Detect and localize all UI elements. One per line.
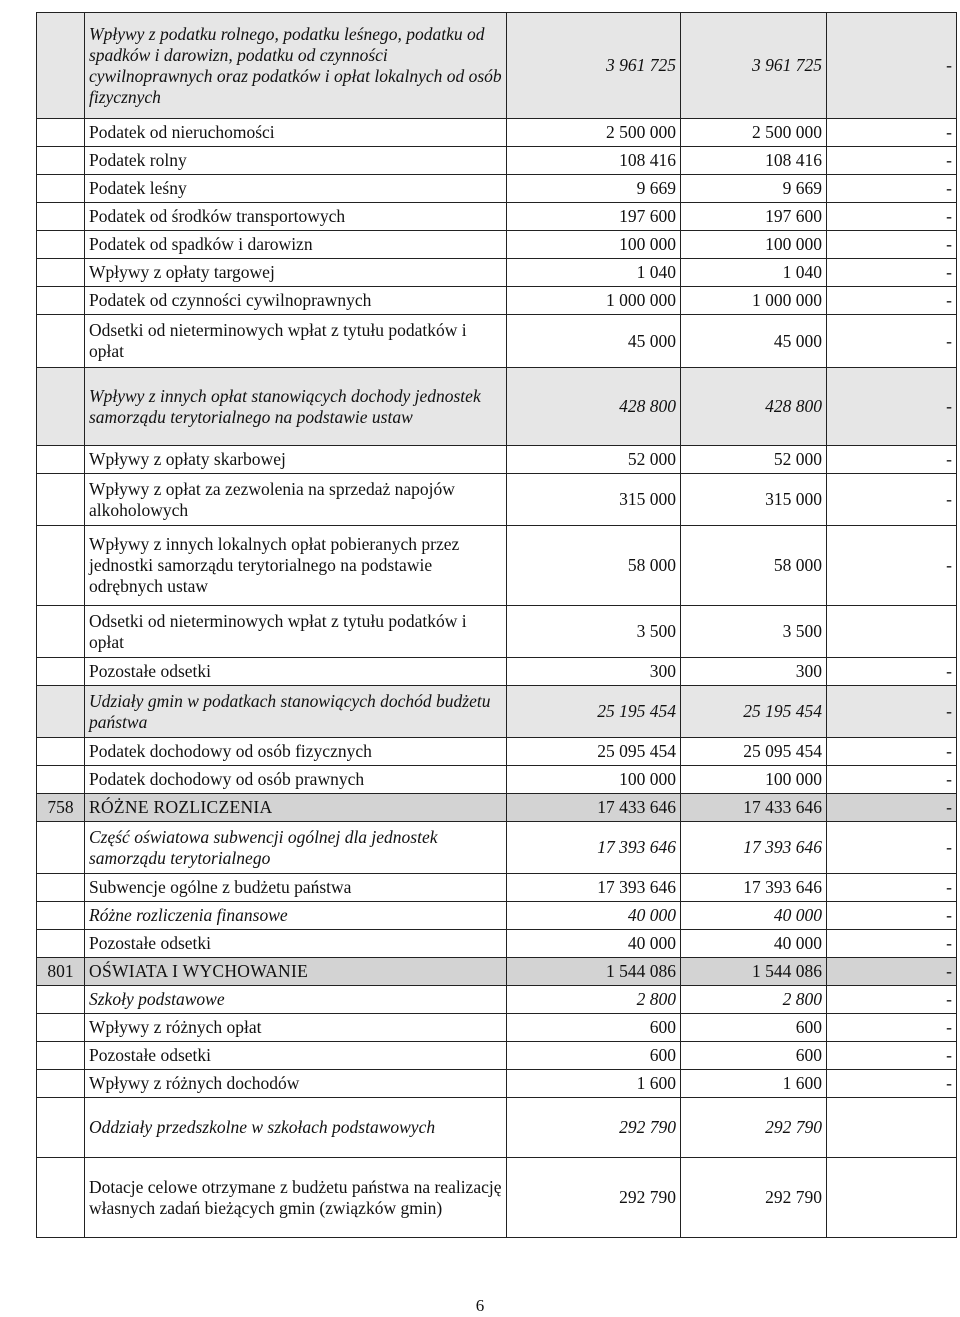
department-row bbox=[37, 958, 957, 986]
row-change-value: - bbox=[827, 874, 957, 902]
row-code bbox=[37, 738, 85, 766]
table-row bbox=[37, 986, 957, 1014]
row-plan-value: 45 000 bbox=[507, 315, 681, 368]
row-plan-value: 17 433 646 bbox=[507, 794, 681, 822]
row-change-value: - bbox=[827, 958, 957, 986]
row-code bbox=[37, 474, 85, 526]
row-plan-value: 315 000 bbox=[507, 474, 681, 526]
row-code bbox=[37, 986, 85, 1014]
row-plan-value: 3 961 725 bbox=[507, 13, 681, 119]
table-row bbox=[37, 822, 957, 874]
row-name: Podatek dochodowy od osób fizycznych bbox=[85, 738, 507, 766]
row-code bbox=[37, 658, 85, 686]
row-plan-value: 600 bbox=[507, 1042, 681, 1070]
row-code bbox=[37, 1158, 85, 1238]
table-row bbox=[37, 606, 957, 658]
row-code: 758 bbox=[37, 794, 85, 822]
row-change-value: - bbox=[827, 259, 957, 287]
table-row bbox=[37, 526, 957, 606]
row-name: Odsetki od nieterminowych wpłat z tytułu podatków i opłat bbox=[85, 606, 507, 658]
row-code: 801 bbox=[37, 958, 85, 986]
table-row bbox=[37, 686, 957, 738]
row-name: Wpływy z różnych dochodów bbox=[85, 1070, 507, 1098]
table-row bbox=[37, 1098, 957, 1158]
row-after-change-value: 40 000 bbox=[681, 930, 827, 958]
row-change-value: - bbox=[827, 287, 957, 315]
row-name: Część oświatowa subwencji ogólnej dla jednostek samorządu terytorialnego bbox=[85, 822, 507, 874]
row-plan-value: 9 669 bbox=[507, 175, 681, 203]
row-change-value: - bbox=[827, 766, 957, 794]
row-code bbox=[37, 1098, 85, 1158]
row-after-change-value: 25 095 454 bbox=[681, 738, 827, 766]
row-plan-value: 100 000 bbox=[507, 231, 681, 259]
row-name: Oddziały przedszkolne w szkołach podstawowych bbox=[85, 1098, 507, 1158]
row-name: Wpływy z innych opłat stanowiących dochody jednostek samorządu terytorialnego na podstawie ustaw bbox=[85, 368, 507, 446]
row-name: Wpływy z podatku rolnego, podatku leśnego, podatku od spadków i darowizn, podatku od czynności cywilnoprawnych oraz podatków i opłat lokalnych od osób fizycznych bbox=[85, 13, 507, 119]
row-change-value: - bbox=[827, 686, 957, 738]
row-name: Wpływy z opłat za zezwolenia na sprzedaż napojów alkoholowych bbox=[85, 474, 507, 526]
row-plan-value: 100 000 bbox=[507, 766, 681, 794]
row-name: Szkoły podstawowe bbox=[85, 986, 507, 1014]
row-change-value: - bbox=[827, 474, 957, 526]
row-after-change-value: 52 000 bbox=[681, 446, 827, 474]
row-plan-value: 2 800 bbox=[507, 986, 681, 1014]
row-code bbox=[37, 1014, 85, 1042]
table-row bbox=[37, 119, 957, 147]
row-after-change-value: 292 790 bbox=[681, 1098, 827, 1158]
row-after-change-value: 2 500 000 bbox=[681, 119, 827, 147]
row-code bbox=[37, 874, 85, 902]
row-name: Wpływy z różnych opłat bbox=[85, 1014, 507, 1042]
table-row bbox=[37, 1070, 957, 1098]
row-code bbox=[37, 1070, 85, 1098]
row-after-change-value: 9 669 bbox=[681, 175, 827, 203]
row-code bbox=[37, 315, 85, 368]
row-after-change-value: 600 bbox=[681, 1014, 827, 1042]
row-change-value: - bbox=[827, 203, 957, 231]
table-row bbox=[37, 474, 957, 526]
row-name: Subwencje ogólne z budżetu państwa bbox=[85, 874, 507, 902]
row-after-change-value: 1 040 bbox=[681, 259, 827, 287]
row-plan-value: 25 095 454 bbox=[507, 738, 681, 766]
row-name: Pozostałe odsetki bbox=[85, 658, 507, 686]
row-change-value: - bbox=[827, 658, 957, 686]
row-after-change-value: 428 800 bbox=[681, 368, 827, 446]
table-row bbox=[37, 446, 957, 474]
row-after-change-value: 58 000 bbox=[681, 526, 827, 606]
table-row bbox=[37, 1042, 957, 1070]
row-name: RÓŻNE ROZLICZENIA bbox=[85, 794, 507, 822]
table-row bbox=[37, 147, 957, 175]
row-plan-value: 58 000 bbox=[507, 526, 681, 606]
row-plan-value: 40 000 bbox=[507, 930, 681, 958]
row-change-value: - bbox=[827, 1042, 957, 1070]
row-plan-value: 108 416 bbox=[507, 147, 681, 175]
row-change-value: - bbox=[827, 930, 957, 958]
row-name: Podatek od czynności cywilnoprawnych bbox=[85, 287, 507, 315]
row-name: Podatek od środków transportowych bbox=[85, 203, 507, 231]
row-code bbox=[37, 902, 85, 930]
table-row bbox=[37, 1014, 957, 1042]
row-change-value bbox=[827, 1098, 957, 1158]
row-code bbox=[37, 175, 85, 203]
row-name: Wpływy z opłaty targowej bbox=[85, 259, 507, 287]
row-name: Podatek leśny bbox=[85, 175, 507, 203]
row-code bbox=[37, 686, 85, 738]
row-after-change-value: 600 bbox=[681, 1042, 827, 1070]
row-name: Odsetki od nieterminowych wpłat z tytułu podatków i opłat bbox=[85, 315, 507, 368]
row-after-change-value: 1 544 086 bbox=[681, 958, 827, 986]
table-row bbox=[37, 738, 957, 766]
row-change-value: - bbox=[827, 13, 957, 119]
row-change-value: - bbox=[827, 446, 957, 474]
row-code bbox=[37, 259, 85, 287]
row-plan-value: 25 195 454 bbox=[507, 686, 681, 738]
row-change-value: - bbox=[827, 119, 957, 147]
row-after-change-value: 100 000 bbox=[681, 766, 827, 794]
row-change-value bbox=[827, 606, 957, 658]
row-plan-value: 197 600 bbox=[507, 203, 681, 231]
row-after-change-value: 1 600 bbox=[681, 1070, 827, 1098]
row-plan-value: 1 544 086 bbox=[507, 958, 681, 986]
row-change-value: - bbox=[827, 526, 957, 606]
row-change-value bbox=[827, 1158, 957, 1238]
row-code bbox=[37, 13, 85, 119]
row-change-value: - bbox=[827, 1014, 957, 1042]
row-change-value: - bbox=[827, 738, 957, 766]
row-after-change-value: 3 961 725 bbox=[681, 13, 827, 119]
row-code bbox=[37, 606, 85, 658]
row-name: Podatek od nieruchomości bbox=[85, 119, 507, 147]
budget-table bbox=[36, 12, 957, 1238]
budget-table-body bbox=[37, 13, 957, 1238]
row-plan-value: 1 000 000 bbox=[507, 287, 681, 315]
row-change-value: - bbox=[827, 231, 957, 259]
row-plan-value: 428 800 bbox=[507, 368, 681, 446]
table-row bbox=[37, 874, 957, 902]
row-after-change-value: 1 000 000 bbox=[681, 287, 827, 315]
department-row bbox=[37, 794, 957, 822]
row-change-value: - bbox=[827, 902, 957, 930]
row-after-change-value: 45 000 bbox=[681, 315, 827, 368]
row-plan-value: 17 393 646 bbox=[507, 822, 681, 874]
row-after-change-value: 197 600 bbox=[681, 203, 827, 231]
table-row bbox=[37, 902, 957, 930]
row-after-change-value: 17 393 646 bbox=[681, 822, 827, 874]
row-name: Podatek rolny bbox=[85, 147, 507, 175]
table-row bbox=[37, 203, 957, 231]
row-plan-value: 300 bbox=[507, 658, 681, 686]
row-name: Wpływy z innych lokalnych opłat pobieranych przez jednostki samorządu terytorialnego na podstawie odrębnych ustaw bbox=[85, 526, 507, 606]
row-after-change-value: 2 800 bbox=[681, 986, 827, 1014]
row-plan-value: 292 790 bbox=[507, 1098, 681, 1158]
row-code bbox=[37, 119, 85, 147]
table-row bbox=[37, 658, 957, 686]
table-row bbox=[37, 231, 957, 259]
row-code bbox=[37, 930, 85, 958]
row-code bbox=[37, 822, 85, 874]
table-row bbox=[37, 315, 957, 368]
row-code bbox=[37, 446, 85, 474]
row-name: Udziały gmin w podatkach stanowiących dochód budżetu państwa bbox=[85, 686, 507, 738]
table-row bbox=[37, 13, 957, 119]
row-after-change-value: 17 433 646 bbox=[681, 794, 827, 822]
row-after-change-value: 292 790 bbox=[681, 1158, 827, 1238]
row-after-change-value: 108 416 bbox=[681, 147, 827, 175]
row-name: Pozostałe odsetki bbox=[85, 930, 507, 958]
row-plan-value: 52 000 bbox=[507, 446, 681, 474]
row-change-value: - bbox=[827, 1070, 957, 1098]
table-row bbox=[37, 368, 957, 446]
row-after-change-value: 3 500 bbox=[681, 606, 827, 658]
row-after-change-value: 300 bbox=[681, 658, 827, 686]
row-code bbox=[37, 231, 85, 259]
row-name: Podatek dochodowy od osób prawnych bbox=[85, 766, 507, 794]
table-row bbox=[37, 930, 957, 958]
row-plan-value: 17 393 646 bbox=[507, 874, 681, 902]
row-code bbox=[37, 287, 85, 315]
row-code bbox=[37, 203, 85, 231]
row-code bbox=[37, 1042, 85, 1070]
table-row bbox=[37, 766, 957, 794]
row-plan-value: 292 790 bbox=[507, 1158, 681, 1238]
table-row bbox=[37, 287, 957, 315]
row-plan-value: 1 040 bbox=[507, 259, 681, 287]
row-code bbox=[37, 526, 85, 606]
row-name: Różne rozliczenia finansowe bbox=[85, 902, 507, 930]
table-row bbox=[37, 259, 957, 287]
row-code bbox=[37, 147, 85, 175]
row-name: Podatek od spadków i darowizn bbox=[85, 231, 507, 259]
table-row bbox=[37, 1158, 957, 1238]
row-code bbox=[37, 368, 85, 446]
row-after-change-value: 17 393 646 bbox=[681, 874, 827, 902]
page-number: 6 bbox=[475, 1296, 485, 1315]
row-change-value: - bbox=[827, 986, 957, 1014]
row-name: OŚWIATA I WYCHOWANIE bbox=[85, 958, 507, 986]
row-change-value: - bbox=[827, 175, 957, 203]
row-after-change-value: 40 000 bbox=[681, 902, 827, 930]
row-change-value: - bbox=[827, 822, 957, 874]
row-plan-value: 2 500 000 bbox=[507, 119, 681, 147]
row-change-value: - bbox=[827, 315, 957, 368]
row-name: Pozostałe odsetki bbox=[85, 1042, 507, 1070]
row-after-change-value: 25 195 454 bbox=[681, 686, 827, 738]
row-code bbox=[37, 766, 85, 794]
table-row bbox=[37, 175, 957, 203]
row-name: Wpływy z opłaty skarbowej bbox=[85, 446, 507, 474]
row-change-value: - bbox=[827, 147, 957, 175]
row-change-value: - bbox=[827, 368, 957, 446]
row-after-change-value: 315 000 bbox=[681, 474, 827, 526]
row-plan-value: 40 000 bbox=[507, 902, 681, 930]
row-plan-value: 600 bbox=[507, 1014, 681, 1042]
row-name: Dotacje celowe otrzymane z budżetu państwa na realizację własnych zadań bieżących gmin (związków gmin) bbox=[85, 1158, 507, 1238]
row-plan-value: 3 500 bbox=[507, 606, 681, 658]
row-plan-value: 1 600 bbox=[507, 1070, 681, 1098]
row-after-change-value: 100 000 bbox=[681, 231, 827, 259]
row-change-value: - bbox=[827, 794, 957, 822]
